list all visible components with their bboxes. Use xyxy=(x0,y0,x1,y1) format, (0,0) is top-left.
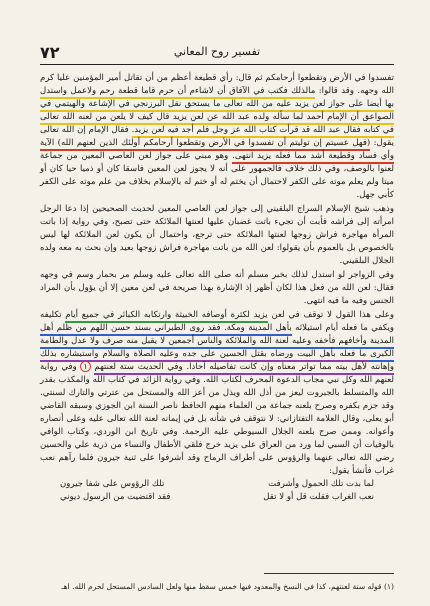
footnote: (١) قوله ستة لعنتهم، كذا في النسخ والمعدود فيها خمس سقط منها ولعل السادس المستحل لحرم الله. اهـ xyxy=(61,582,394,591)
verse-hemistich-left: فقد اقتضيت من الرسول ديوني xyxy=(60,492,171,502)
highlight-red: (فهل عسيتم إن توليتم أن تفسدوا في الأرض وتقطعوا أرحامكم أولئك الذين لعنهم الله) الآية وأي فساد وقطيعة أشد مما فعله يزيد انتهى. xyxy=(40,138,394,164)
paragraph-2: وذهب شيخ الإسلام السراج البلقيني إلى جواز لعن العاصي المعين لحديث الصحيحين إذا دعا الرجل امرأته إلى فراشه فأبت أن تجيء باتت غضبان عليها لعنتها الملائكة حتى تصبح، وفي رواية إذا باتت المرأة مهاجرة فراش زوجها لعنتها الملائكة حتى ترجع، واحتمال أن يكون لعن الملائكة لها ليس بالخصوص بل بالعموم بأن يقولوا: لعن الله من باتت مهاجرة فراش زوجها بعيد وإن بحث به معه ولده الجلال البلقيني. xyxy=(40,204,394,266)
text-segment: وفي رواية لعنهم الله وكل نبي مجاب الدعوة المحرف لكتاب الله. وفي رواية الزائد في كتاب الله والمكذب بقدر الله والمتسلط بالجبروت ليعز من أذل الله ويذل من أعز الله والمستحل من عترتي والتارك لسنتي. وقد جزم بكفره وصرح بلعنه جماعة من العلماء منهم الحافظ ناصر السنة ابن الجوزي وسبقه القاضي أبو يعلى، وقال العلامة التفتازاني: لا نتوقف في شأنه بل في إيمانه لعنة الله تعالى عليه وعلى أنصاره وأعوانه. وممن صرح بلعنه الجلال السيوطي عليه الرحمة. وفي تاريخ ابن الوردي، وكتاب الوافي بالوفيات أن السبي لما ورد من العراق على يزيد خرج فلقي الأطفال والنساء من ذرية علي والحسين رضي الله تعالى عنهما والرؤوس على أطراف الرماح وقد أشرفوا على ثنية جيرون فلما رآهم نعب غراب فأنشأ يقول: xyxy=(40,362,394,476)
verse-hemistich-left: تلك الرؤوس على شفا جيرون xyxy=(60,479,165,489)
verse-hemistich-right: نعب الغراب فقلت قل أو لا تقل xyxy=(263,492,374,502)
verse-line-1 xyxy=(40,478,394,491)
highlight-green: يزيد لكثرة أوصافه الخبيثة وارتكابه الكبائر في جميع أيام xyxy=(65,310,267,323)
page-body xyxy=(40,72,394,572)
footnote-marker[interactable]: ١ xyxy=(80,361,90,372)
text-segment: وعلى هذا القول لا توقف في لعن xyxy=(267,310,394,320)
footnote-divider xyxy=(264,573,394,574)
text-segment: تكليفه ويكفي ما فعله أيام استيلائه xyxy=(40,310,394,333)
paragraph-1 xyxy=(40,72,394,202)
text-segment: تفسدوا في الأرض وتقطعوا أرحامكم ثم قال: رأي قطيعة أعظم من أن تقاتل أمير المؤمنين عليا كرم الله وجهه. وقد قالوا: xyxy=(40,73,395,96)
paragraph-3: وفي الزواجر لو استدل لذلك بخبر مسلم أنه صلى الله تعالى عليه وسلم مر بحمار وسم في وجهه فقال: لعن الله من فعل هذا لكان أظهر إذ الإشارة بهذا صريحة في لعن معين إلا أن يؤول بأن المراد الجنس وفيه ما فيه انتهى. xyxy=(40,270,394,306)
highlight-purple: ما فعله بأهل البيت ورضاه بقتل الحسين على جده وعليه الصلاة والسلام واستبشاره بذلك وإهانته لأهل بيته مما تواتر معناه وإن كانت تفاصيله آحادا. وفي الحديث ستة لعنتهم xyxy=(40,349,394,375)
highlight-yellow: مالذلك فكتب في الآفاق أن لاشاءم أن حرم قاما قطعة رحم ولاعمل واستدل بها أيضا على جواز لعن يزيد عليه من الله تعالى ما يستحق نقل البرزنجي في الإشاعة والهيتمي في الصواعق أن الإمام أحمد لما سأله ولده عبد الله عن لعن يزيد قال كيف لا يلعن من لعنه الله تعالى في كتابه فقال عبد الله قد قرأت كتاب الله عز وجل فلم أجد فيه لعن يزيد. xyxy=(40,86,394,138)
verse-line-2 xyxy=(40,491,394,504)
highlight-blue: بأهل المدينة ومكة. فقد روى الطبراني بسند حسن اللهم من ظلم أهل المدينة وأخافهم فأخفه وعليه لعنة الله والملائكة والناس أجمعين لا يقبل منه صرف ولا عدل والطامة الكبرى xyxy=(40,323,394,362)
page-header xyxy=(40,44,394,65)
verse-hemistich-right: لما بدت تلك الحمول وأشرفت xyxy=(268,479,374,489)
paragraph-4 xyxy=(40,309,394,478)
text-segment: وهو مبني على جواز لعن العاصي المعين من جماعة لعنوا بالوصف، وفي ذلك خلاف فالجمهور على أنه لا يجوز لعن المعين فاسقا كان أو ذميا حيا كان أو ميتا ولم يعلم موته على الكفر لاحتمال أن يختم له أو ختم له بالإسلام بخلاف من علم موته على الكفر كأبي جهل. xyxy=(40,151,394,200)
text-segment: فقال الإمام إن الله تعالى يقول: xyxy=(40,125,394,148)
page-number: ٧٢ xyxy=(40,43,60,62)
running-title: تفسير روح المعاني xyxy=(173,45,261,58)
